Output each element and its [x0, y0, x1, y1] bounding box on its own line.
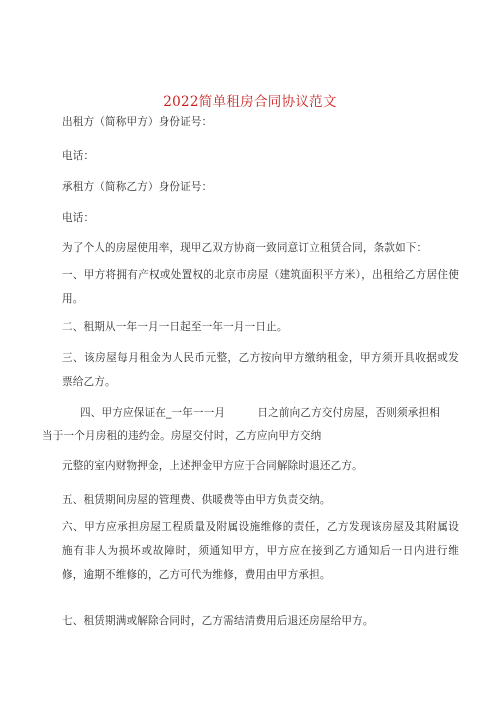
clause-4-line-1: 四、甲方应保证在_一年一一月 日之前向乙方交付房屋，否则须承担相 [80, 407, 440, 419]
clause-7: 七、租赁期满或解除合同时，乙方需结清费用后退还房屋给甲方。 [62, 615, 374, 627]
intro-paragraph: 为了个人的房屋使用率，现甲乙双方协商一致同意订立租赁合同，条款如下： [62, 242, 428, 254]
clause-4-line-3: 元整的室内财物押金，上述押金甲方应于合同解除时退还乙方。 [62, 460, 363, 472]
clause-6: 六、甲方应承担房屋工程质量及附属设施维修的责任，乙方发现该房屋及其附属设施有非人为损坏或故障时，须通知甲方，甲方应在接到乙方通知后一日内进行维修，逾期不维修的，乙方可代为维修，费用由甲方承担。 [62, 521, 459, 581]
lessor-phone-line: 电话： [62, 150, 95, 162]
clause-2: 二、租期从一年一月一日起至一年一月一日止。 [62, 321, 288, 333]
clause-3: 三、该房屋每月租金为人民币元整，乙方按向甲方缴纳租金，甲方须开具收据或发票给乙方。 [62, 352, 459, 388]
clause-4-line-2: 当于一个月房租的违约金。房屋交付时，乙方应向甲方交纳 [42, 430, 322, 442]
lessee-id-line: 承租方（简称乙方）身份证号： [62, 181, 213, 193]
document-title: 2022简单租房合同协议范文 [163, 94, 337, 110]
lessee-phone-line: 电话： [62, 212, 95, 224]
clause-5: 五、租赁期间房屋的管理费、供暖费等由甲方负责交纳。 [62, 494, 331, 506]
clause-1: 一、甲方将拥有产权或处置权的北京市房屋（建筑面积平方米），出租给乙方居住使用。 [62, 269, 459, 305]
lessor-id-line: 出租方（简称甲方）身份证号： [62, 116, 213, 128]
